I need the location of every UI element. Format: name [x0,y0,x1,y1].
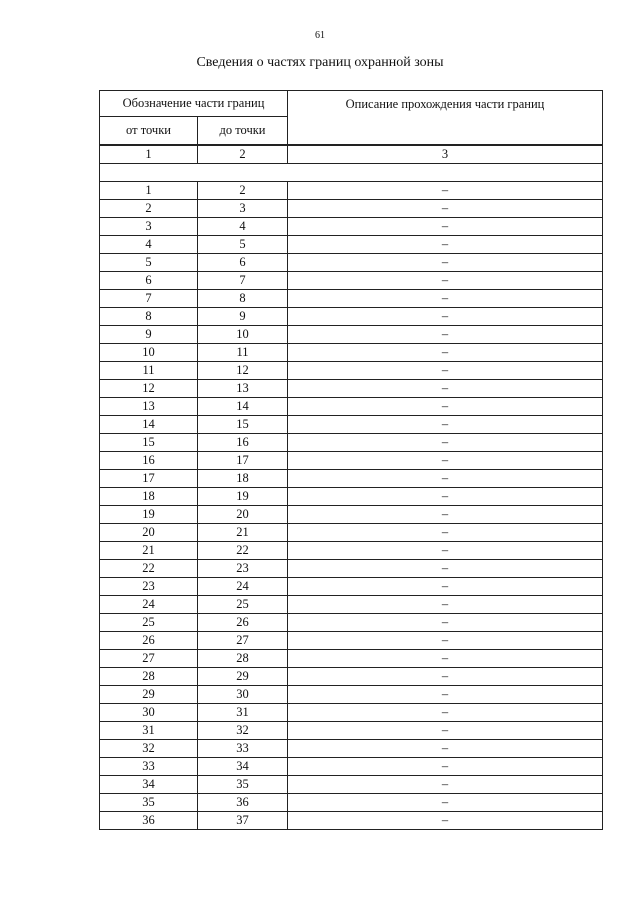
from-point-cell: 34 [100,776,198,794]
to-point-cell: 26 [198,614,288,632]
from-point-cell: 20 [100,524,198,542]
boundary-parts-table [99,145,603,830]
from-point-cell: 15 [100,434,198,452]
table-row [100,488,603,506]
description-cell: – [288,758,603,776]
table-row [100,614,603,632]
table-row [100,794,603,812]
description-cell: – [288,488,603,506]
to-point-cell: 23 [198,560,288,578]
description-cell: – [288,596,603,614]
to-point-cell: 14 [198,398,288,416]
blank-cell [100,164,603,182]
to-point-cell: 31 [198,704,288,722]
from-point-cell: 25 [100,614,198,632]
description-cell: – [288,668,603,686]
to-point-cell: 15 [198,416,288,434]
to-point-cell: 19 [198,488,288,506]
from-point-cell: 19 [100,506,198,524]
from-point-cell: 23 [100,578,198,596]
column-number-3: 3 [288,146,603,164]
from-point-cell: 22 [100,560,198,578]
from-point-cell: 9 [100,326,198,344]
from-point-cell: 8 [100,308,198,326]
description-cell: – [288,452,603,470]
from-point-cell: 13 [100,398,198,416]
to-point-cell: 12 [198,362,288,380]
table-row [100,344,603,362]
description-cell: – [288,704,603,722]
from-point-cell: 28 [100,668,198,686]
from-point-cell: 2 [100,200,198,218]
table-row [100,416,603,434]
description-cell: – [288,542,603,560]
to-point-cell: 5 [198,236,288,254]
table-row [100,524,603,542]
table-row [100,434,603,452]
header-to-point: до точки [198,117,288,145]
description-cell: – [288,632,603,650]
table-row [100,740,603,758]
column-numbers-row [100,146,603,164]
description-cell: – [288,200,603,218]
description-cell: – [288,722,603,740]
to-point-cell: 7 [198,272,288,290]
to-point-cell: 16 [198,434,288,452]
table-row [100,398,603,416]
from-point-cell: 10 [100,344,198,362]
from-point-cell: 29 [100,686,198,704]
description-cell: – [288,236,603,254]
blank-row [100,164,603,182]
table-row [100,506,603,524]
to-point-cell: 17 [198,452,288,470]
description-cell: – [288,650,603,668]
to-point-cell: 36 [198,794,288,812]
to-point-cell: 18 [198,470,288,488]
to-point-cell: 22 [198,542,288,560]
from-point-cell: 30 [100,704,198,722]
from-point-cell: 27 [100,650,198,668]
from-point-cell: 11 [100,362,198,380]
table-row [100,362,603,380]
to-point-cell: 35 [198,776,288,794]
from-point-cell: 32 [100,740,198,758]
description-cell: – [288,398,603,416]
description-cell: – [288,182,603,200]
from-point-cell: 33 [100,758,198,776]
table-row [100,290,603,308]
table-row [100,704,603,722]
description-cell: – [288,614,603,632]
table-row [100,578,603,596]
table-row [100,218,603,236]
description-cell: – [288,740,603,758]
from-point-cell: 21 [100,542,198,560]
table-row [100,596,603,614]
table-row [100,560,603,578]
to-point-cell: 28 [198,650,288,668]
from-point-cell: 35 [100,794,198,812]
to-point-cell: 20 [198,506,288,524]
header-boundary-description: Описание прохождения части границ [288,91,603,145]
to-point-cell: 25 [198,596,288,614]
to-point-cell: 21 [198,524,288,542]
table-row [100,686,603,704]
to-point-cell: 13 [198,380,288,398]
description-cell: – [288,524,603,542]
from-point-cell: 31 [100,722,198,740]
from-point-cell: 14 [100,416,198,434]
to-point-cell: 33 [198,740,288,758]
from-point-cell: 7 [100,290,198,308]
table-row [100,308,603,326]
from-point-cell: 18 [100,488,198,506]
from-point-cell: 5 [100,254,198,272]
description-cell: – [288,380,603,398]
to-point-cell: 37 [198,812,288,830]
table-row [100,542,603,560]
description-cell: – [288,344,603,362]
from-point-cell: 1 [100,182,198,200]
column-number-1: 1 [100,146,198,164]
table-row [100,182,603,200]
table-row [100,668,603,686]
from-point-cell: 3 [100,218,198,236]
description-cell: – [288,272,603,290]
to-point-cell: 9 [198,308,288,326]
description-cell: – [288,578,603,596]
table-row [100,254,603,272]
from-point-cell: 6 [100,272,198,290]
description-cell: – [288,434,603,452]
description-cell: – [288,560,603,578]
to-point-cell: 34 [198,758,288,776]
to-point-cell: 3 [198,200,288,218]
table-row [100,272,603,290]
from-point-cell: 24 [100,596,198,614]
to-point-cell: 32 [198,722,288,740]
description-cell: – [288,254,603,272]
column-number-2: 2 [198,146,288,164]
table-header [99,90,603,145]
table-row [100,776,603,794]
to-point-cell: 4 [198,218,288,236]
from-point-cell: 26 [100,632,198,650]
from-point-cell: 36 [100,812,198,830]
from-point-cell: 16 [100,452,198,470]
table-row [100,470,603,488]
table-row [100,812,603,830]
description-cell: – [288,776,603,794]
description-cell: – [288,218,603,236]
header-from-point: от точки [100,117,198,145]
to-point-cell: 8 [198,290,288,308]
table-row [100,650,603,668]
page-number: 61 [315,30,325,41]
table-row [100,632,603,650]
page-title: Сведения о частях границ охранной зоны [196,55,444,70]
to-point-cell: 11 [198,344,288,362]
to-point-cell: 29 [198,668,288,686]
description-cell: – [288,290,603,308]
table-row [100,200,603,218]
description-cell: – [288,686,603,704]
to-point-cell: 6 [198,254,288,272]
to-point-cell: 27 [198,632,288,650]
table-row [100,758,603,776]
to-point-cell: 10 [198,326,288,344]
description-cell: – [288,326,603,344]
table-row [100,452,603,470]
description-cell: – [288,362,603,380]
table-row [100,722,603,740]
to-point-cell: 30 [198,686,288,704]
to-point-cell: 2 [198,182,288,200]
header-boundary-part-designation: Обозначение части границ [100,91,288,117]
from-point-cell: 4 [100,236,198,254]
description-cell: – [288,506,603,524]
from-point-cell: 17 [100,470,198,488]
description-cell: – [288,470,603,488]
description-cell: – [288,308,603,326]
to-point-cell: 24 [198,578,288,596]
description-cell: – [288,416,603,434]
table-row [100,380,603,398]
from-point-cell: 12 [100,380,198,398]
table-row [100,326,603,344]
description-cell: – [288,812,603,830]
description-cell: – [288,794,603,812]
table-row [100,236,603,254]
